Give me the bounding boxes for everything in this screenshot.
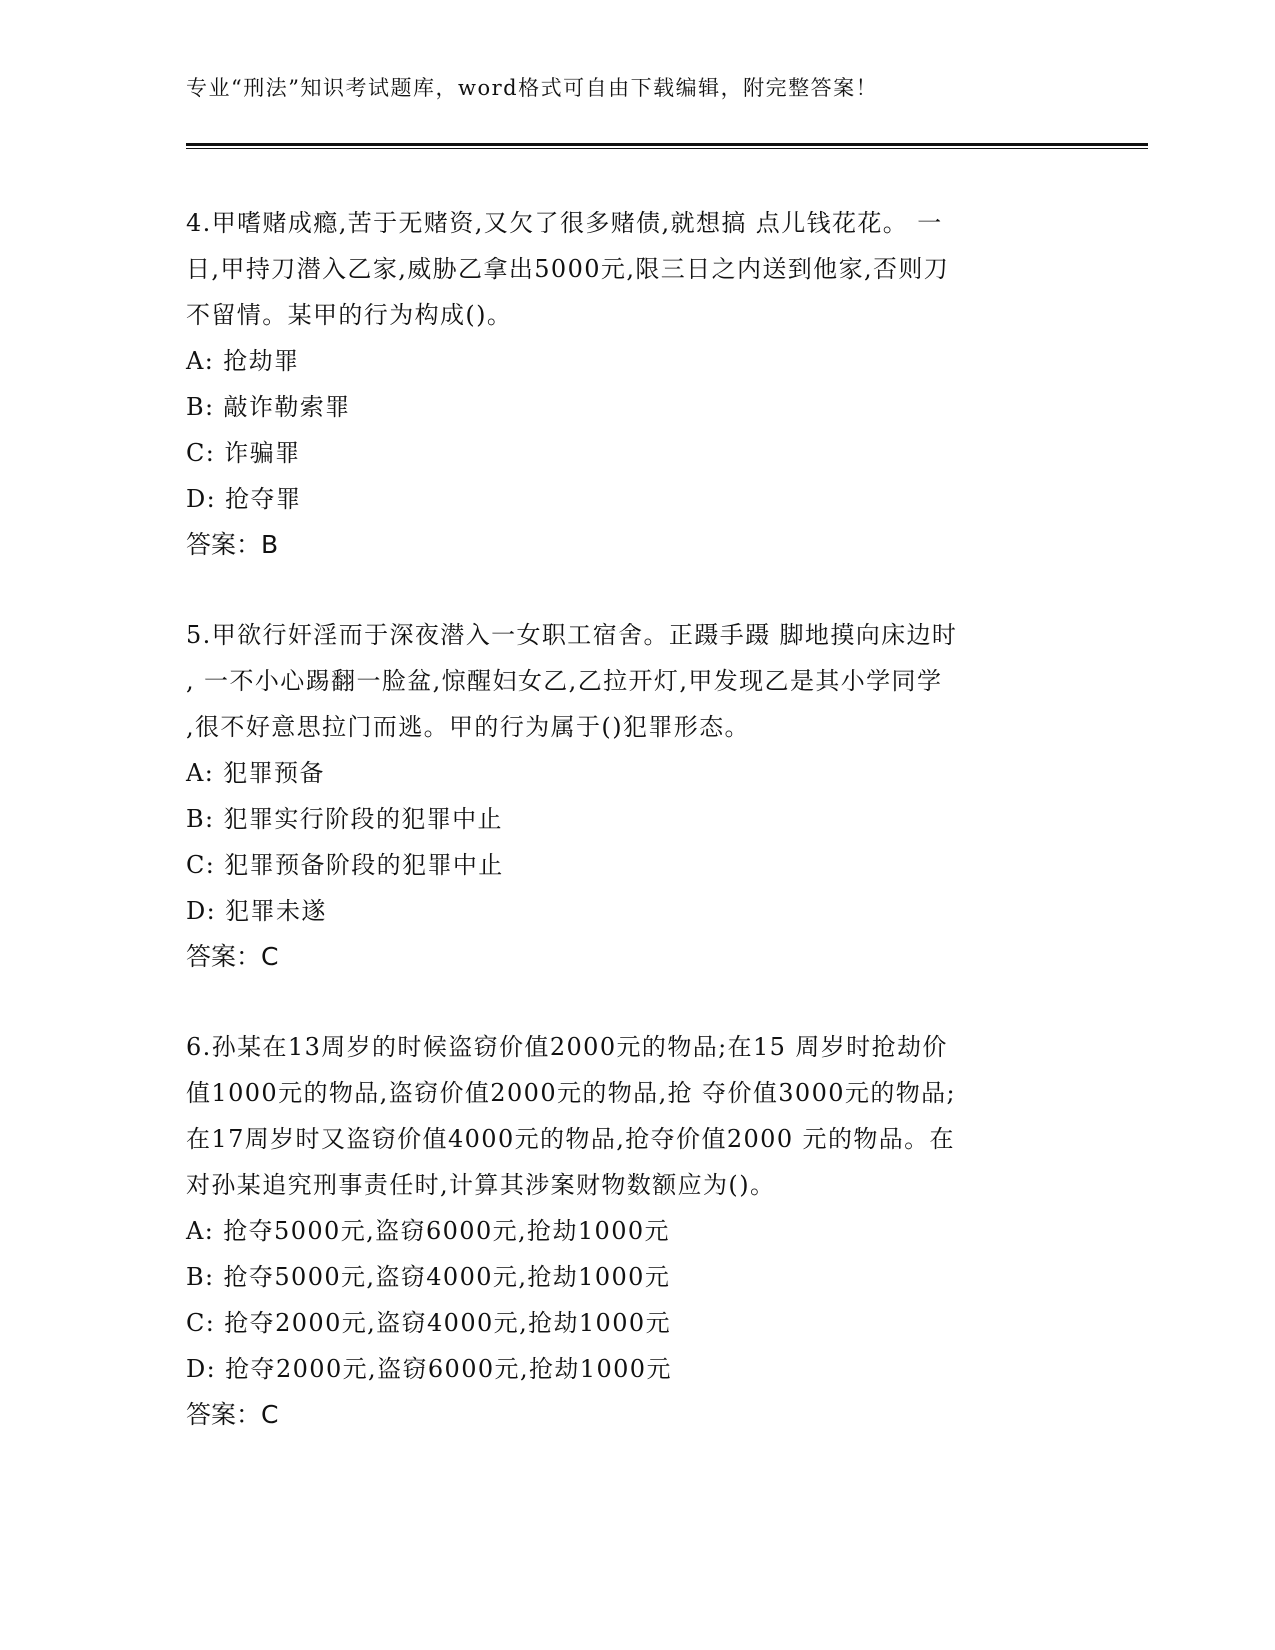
question-stem-line: ,很不好意思拉门而逃。甲的行为属于()犯罪形态。	[186, 713, 750, 741]
option-d: D: 抢夺2000元,盗窃6000元,抢劫1000元	[186, 1355, 672, 1383]
option-b: B: 敲诈勒索罪	[186, 393, 351, 421]
question-stem-line: 在17周岁时又盗窃价值4000元的物品,抢夺价值2000 元的物品。在	[186, 1125, 955, 1153]
question-6	[186, 1024, 1086, 1438]
question-stem-line: 不留情。某甲的行为构成()。	[186, 301, 513, 329]
option-a: A: 抢劫罪	[186, 347, 300, 375]
option-list	[186, 750, 1086, 934]
question-stem-line: , 一不小心踢翻一脸盆,惊醒妇女乙,乙拉开灯,甲发现乙是其小学同学	[186, 667, 943, 695]
header-divider	[186, 143, 1148, 149]
option-b: B: 犯罪实行阶段的犯罪中止	[186, 805, 503, 833]
question-stem-line: 4.甲嗜赌成瘾,苦于无赌资,又欠了很多赌债,就想搞 点儿钱花花。 一	[186, 209, 943, 237]
question-list	[186, 200, 1086, 1482]
option-b: B: 抢夺5000元,盗窃4000元,抢劫1000元	[186, 1263, 671, 1291]
option-list	[186, 1208, 1086, 1392]
answer-line: 答案：C	[186, 942, 279, 971]
option-c: C: 抢夺2000元,盗窃4000元,抢劫1000元	[186, 1309, 671, 1337]
question-stem-line: 值1000元的物品,盗窃价值2000元的物品,抢 夺价值3000元的物品;	[186, 1079, 957, 1107]
question-stem-line: 5.甲欲行奸淫而于深夜潜入一女职工宿舍。正蹑手蹑 脚地摸向床边时	[186, 621, 958, 649]
answer-line: 答案：B	[186, 530, 279, 559]
option-a: A: 抢夺5000元,盗窃6000元,抢劫1000元	[186, 1217, 670, 1245]
option-d: D: 抢夺罪	[186, 485, 302, 513]
page-header: 专业“刑法”知识考试题库，word格式可自由下载编辑，附完整答案！	[186, 76, 879, 100]
question-stem-line: 日,甲持刀潜入乙家,威胁乙拿出5000元,限三日之内送到他家,否则刀	[186, 255, 950, 283]
option-c: C: 诈骗罪	[186, 439, 301, 467]
option-d: D: 犯罪未遂	[186, 897, 327, 925]
question-4	[186, 200, 1086, 568]
answer-line: 答案：C	[186, 1400, 279, 1429]
question-5	[186, 612, 1086, 980]
option-a: A: 犯罪预备	[186, 759, 325, 787]
question-stem-line: 对孙某追究刑事责任时,计算其涉案财物数额应为()。	[186, 1171, 776, 1199]
option-c: C: 犯罪预备阶段的犯罪中止	[186, 851, 504, 879]
option-list	[186, 338, 1086, 522]
question-stem-line: 6.孙某在13周岁的时候盗窃价值2000元的物品;在15 周岁时抢劫价	[186, 1033, 948, 1061]
